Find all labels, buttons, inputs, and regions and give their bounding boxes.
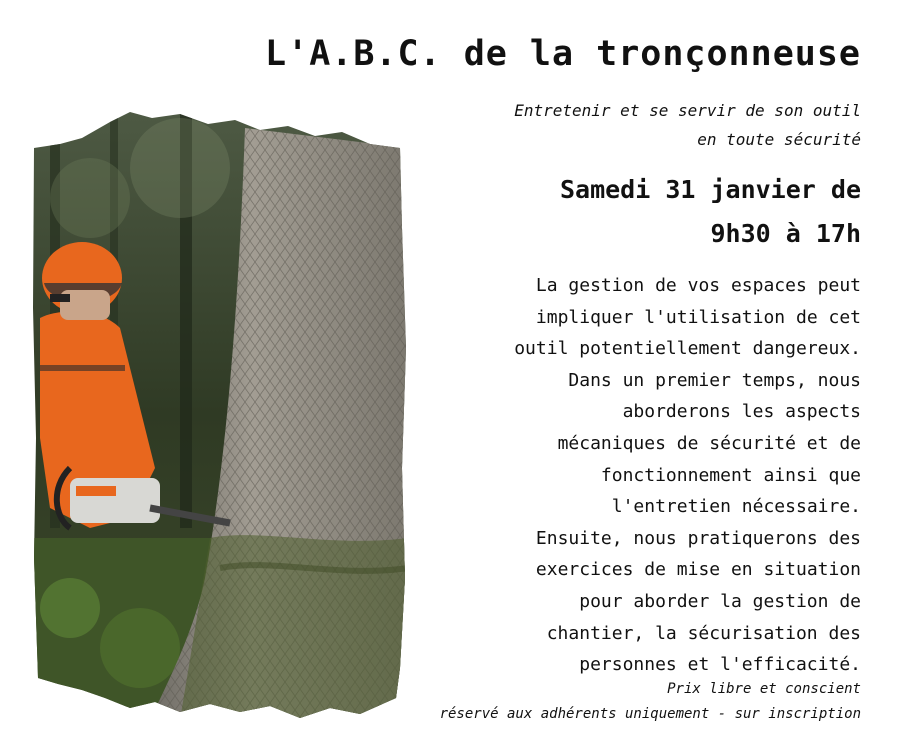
description-line: Ensuite, nous pratiquerons des [535, 527, 861, 549]
description-line: outil potentiellement dangereux. [514, 338, 861, 360]
members-note: réservé aux adhérents uniquement - sur inscription [439, 706, 861, 722]
chainsaw-operator-photo [30, 108, 408, 720]
description-line: exercices de mise en situation [535, 559, 861, 581]
description-line: pour aborder la gestion de [579, 590, 861, 612]
description-line: chantier, la sécurisation des [546, 622, 861, 644]
description-line: l'entretien nécessaire. [611, 496, 861, 518]
subtitle [514, 96, 861, 154]
event-date-line-1: Samedi 31 janvier de [559, 175, 861, 204]
description-line: La gestion de vos espaces peut [535, 275, 861, 296]
description-line: personnes et l'efficacité. [579, 654, 861, 676]
description-line: Dans un premier temps, nous [568, 369, 861, 391]
description-line: mécaniques de sécurité et de [557, 432, 861, 454]
description-line: fonctionnement ainsi que [600, 464, 861, 486]
event-description [514, 270, 861, 681]
subtitle-line-1: Entretenir et se servir de son outil [514, 101, 861, 120]
event-date-line-2: 9h30 à 17h [710, 219, 861, 248]
event-date [560, 168, 861, 256]
description-line: impliquer l'utilisation de cet [535, 306, 861, 328]
page-title: L'A.B.C. de la tronçonneuse [265, 34, 861, 74]
description-line: aborderons les aspects [622, 401, 861, 423]
subtitle-line-2: en toute sécurité [697, 130, 861, 149]
price-note: Prix libre et conscient [667, 681, 861, 697]
